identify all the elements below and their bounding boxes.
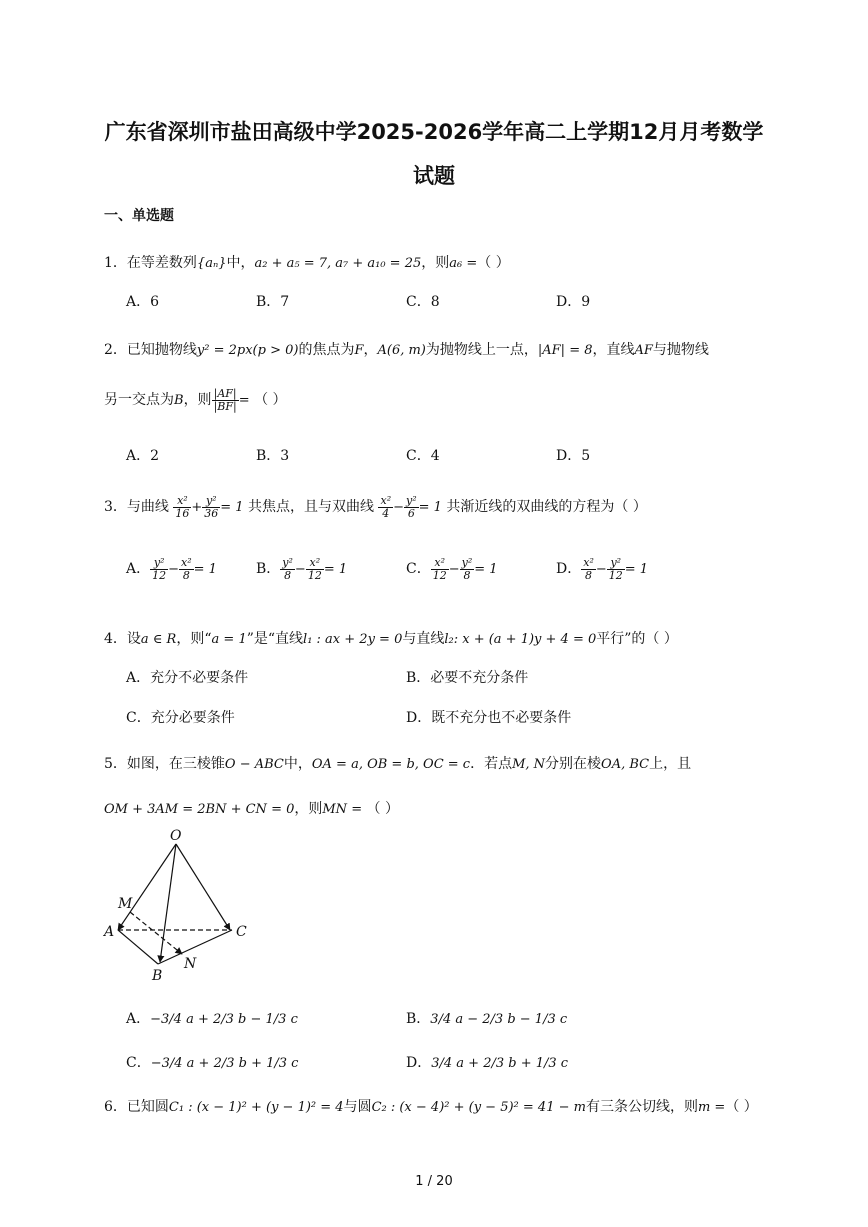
q5-text-e: 上，且 [649,756,692,772]
q3-d-op: − [595,562,607,578]
q4-cond: a ∈ R [140,632,177,647]
q1-number: 1． [104,255,127,271]
q4-option-b: B．必要不充分条件 [406,670,529,686]
q5-option-c [126,1052,298,1072]
q3-c-d1: 12 [432,568,447,582]
label-a: A [104,924,115,940]
q2-text-f: 与抛物线 [652,342,709,358]
q3-curve2-op: − [393,500,405,516]
q3-option-d-t1 [581,557,596,581]
q5-text-c: ．若点 [470,756,513,772]
q4-text-a: 设 [126,631,141,647]
q2-point-a: A(6, m) [377,343,426,358]
q5-option-d-expr: 3/4 a + 2/3 b + 1/3 c [431,1056,569,1071]
q4-number: 4． [104,631,127,647]
q4-option-c: C．充分必要条件 [126,710,235,726]
q3-b-op: − [294,562,306,578]
q5-text-b: 中， [283,756,312,772]
q3-a-d1: 12 [152,568,167,582]
q1-option-a: A．6 [126,294,160,310]
q3-c-n1: x² [431,557,449,570]
q3-curve1-d2: 36 [204,506,219,520]
q4-l1: l₁ : ax + 2y = 0 [303,632,403,647]
q3-option-b-t1 [280,557,295,581]
edge-oc [176,844,230,930]
q5-number: 5． [104,756,127,772]
q5-points: M, N [512,757,546,772]
q3-b-n2: x² [306,557,324,570]
q5-option-c-label: C． [126,1055,151,1071]
question-3 [104,495,647,519]
q2-text-d: 为抛物线上一点， [425,342,538,358]
q3-option-c-t1 [431,557,449,581]
label-c: C [236,924,247,940]
q2-focus: F [354,343,364,358]
q2-option-b: B．3 [256,448,290,464]
q3-curve2-n1: x² [380,494,392,507]
q5-tetrahedron: O − ABC [224,757,284,772]
q1-text-b: 中， [226,255,255,271]
q5-paren: （ ） [366,801,399,817]
q3-b-d1: 8 [284,568,292,582]
question-5-line1 [104,753,691,773]
q1-option-d: D．9 [556,294,591,310]
q2-eqsign: = [238,393,250,409]
q3-curve1-n2: y² [202,495,220,508]
q6-text-c: 有三条公切线，则 [585,1099,698,1115]
q3-curve2-n2: y² [406,494,417,507]
q3-c-n2: y² [461,556,473,569]
q3-option-d [556,557,648,581]
q4-text-e: 平行”的（ ） [596,631,678,647]
q1-text-a: 在等差数列 [126,255,197,271]
q3-curve1-op: + [191,500,203,516]
q3-d-d1: 8 [585,568,593,582]
label-m: M [118,896,133,912]
q5-edges: OA, BC [601,757,650,772]
q3-a-n2: x² [181,556,192,569]
q3-d-n1: x² [583,556,594,569]
q3-curve1-term1 [173,495,191,519]
q3-curve2-term2 [404,495,419,519]
q2-number: 2． [104,342,127,358]
q3-option-b [256,557,347,581]
question-5-line2 [104,798,399,818]
q3-curve1-term2 [202,495,220,519]
q2-text-a: 已知抛物线 [126,342,197,358]
q1-option-c: C．8 [406,294,440,310]
q4-text-c: ”是“直线 [246,631,304,647]
q5-option-a-label: A． [126,1011,151,1027]
q4-l2: l₂: x + (a + 1)y + 4 = 0 [444,632,597,647]
q3-option-b-t2 [306,557,324,581]
label-b: B [152,968,163,984]
q1-condition: a₂ + a₅ = 7, a₇ + a₁₀ = 25 [254,256,422,271]
q5-option-d-label: D． [406,1055,432,1071]
question-2-line2 [104,388,287,412]
q4-text-d: 与直线 [402,631,445,647]
q3-curve2-d2: 6 [407,506,415,520]
edge-ob [160,844,176,962]
q2-af: |AF| = 8 [537,343,593,358]
q3-curve1-n1: x² [173,495,191,508]
q3-option-c-t2 [460,557,475,581]
page-number: 1 / 20 [415,1174,453,1189]
paper-title-line1: 广东省深圳市盐田高级中学2025-2026学年高二上学期12月月考数学 [104,120,764,144]
q3-option-c-label: C． [406,561,431,578]
q3-number: 3． [104,499,127,516]
q6-circle1: C₁ : (x − 1)² + (y − 1)² = 4 [168,1100,344,1115]
q3-d-d2: 12 [608,568,623,582]
q4-text-b: ，则“ [176,631,212,647]
q3-c-d2: 8 [463,568,471,582]
q5-vectors: OA = a, OB = b, OC = c [311,757,471,772]
q3-c-op: − [448,562,460,578]
q3-curve1-rhs: = 1 [220,500,244,516]
q3-a-d2: 8 [182,568,190,582]
q3-option-c [406,557,498,581]
q6-number: 6． [104,1099,127,1115]
q2-point-b: B [174,393,184,409]
edge-oa [118,844,176,930]
q2-option-d: D．5 [556,448,591,464]
section-heading: 一、单选题 [104,208,174,224]
question-4 [104,628,678,648]
q3-c-rhs: = 1 [474,562,498,578]
q3-option-a [126,557,217,581]
q5-text-d: 分别在棱 [545,756,602,772]
q2-text-e: ，直线 [592,342,635,358]
q5-text-a: 如图，在三棱锥 [126,756,225,772]
q2-option-c: C．4 [406,448,440,464]
label-n: N [184,956,197,972]
q3-b-rhs: = 1 [323,562,348,578]
q5-ask: MN = [322,802,363,817]
q3-option-a-label: A． [126,561,151,578]
q2-line: AF [634,343,653,358]
q2-ratio [212,388,239,412]
q3-curve2-rhs: = 1 [418,500,442,516]
q5-option-b [406,1008,567,1028]
q3-option-d-label: D． [556,561,582,578]
q1-ask: a₆ = [449,256,478,271]
q1-text-c: ，则 [421,255,450,271]
q3-d-rhs: = 1 [624,562,649,578]
q5-option-a-expr: −3/4 a + 2/3 b − 1/3 c [150,1012,298,1027]
q5-option-d [406,1052,568,1072]
q5-option-b-label: B． [406,1011,431,1027]
q6-ask: m = [697,1100,726,1115]
q3-text-b: 共焦点，且与双曲线 [248,499,375,516]
q5-option-b-expr: 3/4 a − 2/3 b − 1/3 c [430,1012,568,1027]
question-6 [104,1096,758,1116]
q3-option-a-t2 [179,557,194,581]
q2-parabola: y² = 2px(p > 0) [196,343,299,358]
q3-option-d-t2 [607,557,625,581]
q3-text-c: 共渐近线的双曲线的方程为（ ） [446,499,647,516]
q3-b-n1: y² [282,556,293,569]
q3-a-rhs: = 1 [193,562,217,578]
q4-option-a: A．充分不必要条件 [126,670,249,686]
q1-sequence: {aₙ} [196,256,227,271]
paper-title-line2: 试题 [413,164,455,188]
q4-option-d: D．既不充分也不必要条件 [406,710,572,726]
q2-text-g: 另一交点为 [104,392,174,409]
q1-paren: （ ） [477,255,510,271]
q2-text-c: ， [363,342,378,358]
q2-option-a: A．2 [126,448,160,464]
q3-option-b-label: B． [256,561,281,578]
edge-ab [118,930,158,964]
q5-option-c-expr: −3/4 a + 2/3 b + 1/3 c [150,1056,299,1071]
q4-a1: a = 1 [211,632,247,647]
segment-mn [130,912,182,954]
q2-text-b: 的焦点为 [298,342,355,358]
q2-paren: （ ） [254,392,287,409]
q3-a-n1: y² [150,557,168,570]
q6-circle2: C₂ : (x − 4)² + (y − 5)² = 41 − m [371,1100,586,1115]
tetrahedron-figure [100,822,260,988]
q3-d-n2: y² [607,557,625,570]
q3-option-a-t1 [150,557,168,581]
q5-option-a [126,1008,298,1028]
label-o: O [170,828,182,844]
q6-paren: （ ） [725,1099,758,1115]
q6-text-a: 已知圆 [126,1099,169,1115]
q5-text-f: ，则 [294,801,323,817]
q5-condition: OM + 3AM = 2BN + CN = 0 [104,802,295,817]
q3-text-a: 与曲线 [126,499,169,516]
q3-curve2-d1: 4 [382,506,390,520]
q3-a-op: − [168,562,180,578]
q2-ratio-den: |BF| [213,399,237,413]
q3-curve1-d1: 16 [175,506,190,520]
q3-b-d2: 12 [307,568,322,582]
question-2-line1 [104,339,709,359]
q2-text-h: ，则 [183,392,212,409]
q1-option-b: B．7 [256,294,290,310]
question-1 [104,252,510,272]
q2-ratio-num: |AF| [212,388,239,401]
q3-curve2-term1 [378,495,393,519]
q6-text-b: 与圆 [343,1099,372,1115]
